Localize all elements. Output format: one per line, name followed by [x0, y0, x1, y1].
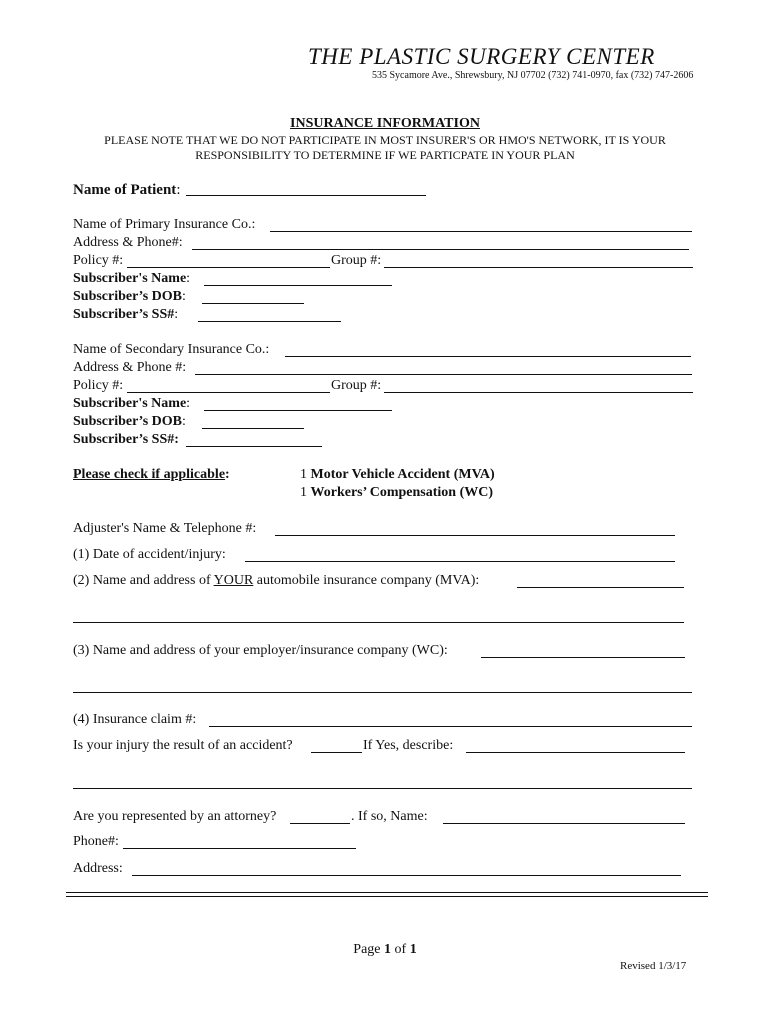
- primary-subscriber-name-label: Subscriber's Name: [73, 271, 187, 286]
- injury-description-field-line-2[interactable]: [73, 788, 692, 789]
- auto-insurance-your: YOUR: [213, 573, 254, 588]
- secondary-address-label: Address & Phone #:: [73, 360, 187, 375]
- primary-policy-label: Policy #:: [73, 253, 124, 268]
- wc-label: Workers’ Compensation (WC): [310, 485, 494, 500]
- primary-group-field[interactable]: [384, 267, 693, 268]
- injury-question: Is your injury the result of an accident?: [73, 738, 293, 753]
- auto-insurance-suffix: automobile insurance company (MVA):: [256, 573, 480, 588]
- footer-rule-bottom: [66, 896, 708, 897]
- applicable-row: [73, 467, 230, 483]
- primary-group-label: Group #:: [331, 253, 382, 268]
- secondary-subscriber-name-field[interactable]: [204, 410, 392, 411]
- center-address: 535 Sycamore Ave., Shrewsbury, NJ 07702 (732) 741-0970, fax (732) 747-2606: [372, 70, 694, 81]
- primary-address-label: Address & Phone#:: [73, 235, 183, 250]
- form-notice: PLEASE NOTE THAT WE DO NOT PARTICIPATE IN MOST INSURER'S OR HMO'S NETWORK, IT IS YOUR RESPONSIBILITY TO DETERMINE IF WE PARTICPATE IN YOUR PLAN: [104, 133, 666, 162]
- primary-address-field[interactable]: [192, 249, 689, 250]
- form-title: INSURANCE INFORMATION: [290, 116, 480, 131]
- secondary-address-field[interactable]: [195, 374, 692, 375]
- wc-option[interactable]: [300, 485, 493, 501]
- patient-name-field[interactable]: [186, 195, 426, 196]
- primary-company-field[interactable]: [270, 231, 692, 232]
- primary-subscriber-ss-colon: :: [174, 307, 179, 322]
- applicable-colon: :: [225, 467, 230, 482]
- injury-description-field[interactable]: [466, 752, 685, 753]
- applicable-label: Please check if applicable: [73, 467, 226, 482]
- secondary-subscriber-ss-field[interactable]: [186, 446, 322, 447]
- secondary-subscriber-dob-label: Subscriber’s DOB: [73, 414, 183, 429]
- attorney-question: Are you represented by an attorney?: [73, 809, 277, 824]
- secondary-company-field[interactable]: [285, 356, 691, 357]
- claim-field[interactable]: [209, 726, 692, 727]
- primary-subscriber-dob-label: Subscriber’s DOB: [73, 289, 183, 304]
- if-so-label: . If so, Name:: [351, 809, 428, 824]
- accident-date-label: (1) Date of accident/injury:: [73, 547, 226, 562]
- secondary-subscriber-dob-row: [73, 414, 186, 430]
- secondary-company-label: Name of Secondary Insurance Co.:: [73, 342, 270, 357]
- primary-subscriber-dob-colon: :: [182, 289, 186, 304]
- phone-field[interactable]: [123, 848, 356, 849]
- primary-subscriber-dob-field[interactable]: [202, 303, 304, 304]
- injury-answer-field[interactable]: [311, 752, 362, 753]
- patient-name-colon: :: [176, 182, 181, 198]
- secondary-policy-field[interactable]: [127, 392, 330, 393]
- secondary-policy-label: Policy #:: [73, 378, 124, 393]
- primary-subscriber-name-field[interactable]: [204, 285, 392, 286]
- employer-field-line-2[interactable]: [73, 692, 692, 693]
- footer-rule-top: [66, 892, 708, 893]
- primary-subscriber-ss-row: [73, 307, 178, 323]
- secondary-group-field[interactable]: [384, 392, 693, 393]
- page-number: [0, 942, 770, 958]
- wc-checkbox[interactable]: 1: [300, 485, 307, 500]
- claim-label: (4) Insurance claim #:: [73, 712, 197, 727]
- accident-date-field[interactable]: [245, 561, 675, 562]
- revised-date: Revised 1/3/17: [620, 960, 687, 972]
- patient-name-row: [73, 182, 180, 198]
- attorney-name-field[interactable]: [443, 823, 685, 824]
- secondary-subscriber-ss-label: Subscriber’s SS#:: [73, 432, 179, 447]
- center-name: THE PLASTIC SURGERY CENTER: [308, 44, 655, 69]
- attorney-answer-field[interactable]: [290, 823, 350, 824]
- address-label: Address:: [73, 861, 123, 876]
- patient-name-label: Name of Patient: [73, 182, 177, 198]
- mva-checkbox[interactable]: 1: [300, 467, 307, 482]
- secondary-subscriber-name-row: [73, 396, 190, 412]
- secondary-group-label: Group #:: [331, 378, 382, 393]
- primary-subscriber-dob-row: [73, 289, 186, 305]
- secondary-subscriber-name-label: Subscriber's Name: [73, 396, 187, 411]
- secondary-subscriber-dob-colon: :: [182, 414, 186, 429]
- primary-subscriber-name-colon: :: [186, 271, 191, 286]
- page-current: 1: [384, 942, 392, 957]
- auto-insurance-field[interactable]: [517, 587, 684, 588]
- page-of: of: [394, 942, 407, 957]
- employer-field[interactable]: [481, 657, 685, 658]
- auto-insurance-field-line-2[interactable]: [73, 622, 684, 623]
- primary-subscriber-name-row: [73, 271, 190, 287]
- auto-insurance-row: [73, 573, 479, 589]
- address-field[interactable]: [132, 875, 681, 876]
- primary-subscriber-ss-field[interactable]: [198, 321, 341, 322]
- employer-label: (3) Name and address of your employer/insurance company (WC):: [73, 643, 448, 658]
- page-label: Page: [353, 942, 381, 957]
- phone-label: Phone#:: [73, 834, 119, 849]
- primary-subscriber-ss-label: Subscriber’s SS#: [73, 307, 175, 322]
- auto-insurance-prefix: (2) Name and address of: [73, 573, 211, 588]
- secondary-subscriber-name-colon: :: [186, 396, 191, 411]
- adjuster-label: Adjuster's Name & Telephone #:: [73, 521, 257, 536]
- adjuster-field[interactable]: [275, 535, 675, 536]
- primary-company-label: Name of Primary Insurance Co.:: [73, 217, 256, 232]
- secondary-subscriber-dob-field[interactable]: [202, 428, 304, 429]
- page-total: 1: [409, 942, 417, 957]
- mva-label: Motor Vehicle Accident (MVA): [310, 467, 495, 482]
- if-yes-label: If Yes, describe:: [363, 738, 454, 753]
- primary-policy-field[interactable]: [127, 267, 330, 268]
- mva-option[interactable]: [300, 467, 495, 483]
